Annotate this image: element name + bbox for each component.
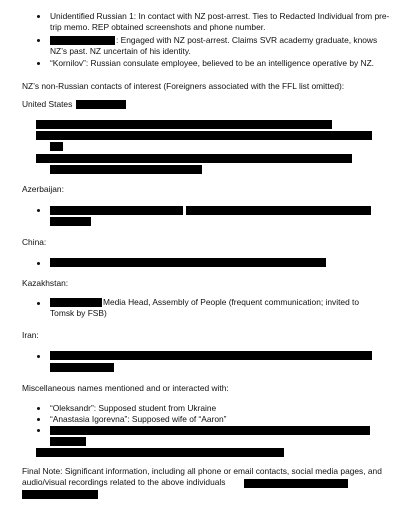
redaction-bar: [50, 165, 202, 174]
redaction-bar: [50, 142, 63, 151]
misc-anastasia: “Anastasia Igorevna”: Supposed wife of “Aaron”: [50, 414, 227, 424]
redaction-bar: [50, 217, 91, 226]
bullet-dot: [37, 62, 40, 65]
redaction-bar: [186, 206, 371, 215]
redaction-bar: [36, 131, 372, 140]
country-iran: Iran:: [22, 330, 39, 340]
bullet-dot: [37, 407, 40, 410]
bullet-unidentified-russian: Unidentified Russian 1: In contact with NZ post-arrest. Ties to Redacted Individual from pre-trip memo. REP obtained screenshots and phone number.: [50, 11, 390, 32]
country-kazakhstan: Kazakhstan:: [22, 278, 69, 288]
redaction-bar: [50, 363, 114, 372]
misc-heading: Miscellaneous names mentioned and or interacted with:: [22, 383, 229, 393]
redaction-bar: [50, 437, 86, 446]
bullet-dot: [37, 39, 40, 42]
redaction-bar: [50, 258, 326, 267]
redaction-bar: [50, 426, 370, 435]
bullet-dot: [37, 262, 40, 265]
redaction-bar: [76, 100, 126, 109]
bullet-dot: [37, 15, 40, 18]
redaction-bar: [50, 206, 183, 215]
bullet-dot: [37, 302, 40, 305]
redaction-bar: [36, 120, 332, 129]
redaction-bar: [244, 479, 348, 488]
country-united-states: United States: [22, 99, 73, 109]
bullet-kornilov: “Kornilov”: Russian consulate employee, believed to be an intelligence operative by NZ.: [50, 58, 375, 68]
misc-oleksandr: “Oleksandr”: Supposed student from Ukraine: [50, 403, 217, 413]
redaction-bar: [36, 448, 284, 457]
country-china: China:: [22, 237, 47, 247]
bullet-dot: [37, 209, 40, 212]
redaction-bar: [22, 490, 98, 499]
redaction-bar: [50, 351, 372, 360]
bullet-dot: [37, 418, 40, 421]
bullet-dot: [37, 429, 40, 432]
final-note: Final Note: Significant information, including all phone or email contacts, social media pages, and audio/visual recordings related to the above individuals: [22, 466, 382, 487]
kazakhstan-entry: Media Head, Assembly of People (frequent communication; invited to Tomsk by FSB): [50, 297, 360, 318]
bullet-svr-contact: : Engaged with NZ post-arrest. Claims SVR academy graduate, knows NZ’s past. NZ uncertain of his identity.: [50, 35, 378, 56]
redaction-bar: [36, 154, 352, 163]
country-azerbaijan: Azerbaijan:: [22, 184, 64, 194]
bullet-dot: [37, 355, 40, 358]
contacts-heading: NZ’s non-Russian contacts of interest (Foreigners associated with the FFL list omitted):: [22, 81, 345, 91]
